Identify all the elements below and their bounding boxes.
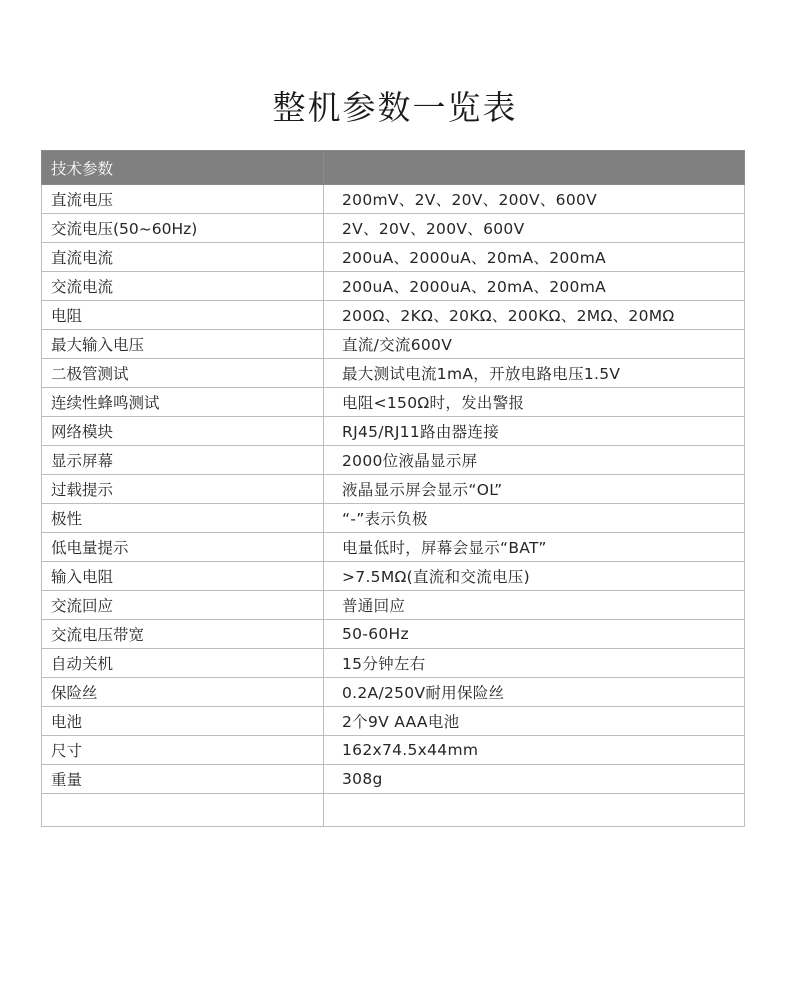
value-cell: 最大测试电流1mA，开放电路电压1.5V: [324, 359, 745, 388]
value-cell: 15分钟左右: [324, 649, 745, 678]
table-row: [42, 620, 745, 649]
param-cell: 连续性蜂鸣测试: [42, 388, 324, 417]
value-cell: [324, 794, 745, 827]
param-cell: 交流回应: [42, 591, 324, 620]
table-row: [42, 301, 745, 330]
value-cell: 200mV、2V、20V、200V、600V: [324, 185, 745, 214]
table-row: [42, 388, 745, 417]
param-cell: 自动关机: [42, 649, 324, 678]
param-cell: [42, 794, 324, 827]
table-row: [42, 272, 745, 301]
param-cell: 尺寸: [42, 736, 324, 765]
value-cell: >7.5MΩ(直流和交流电压): [324, 562, 745, 591]
table-row: [42, 707, 745, 736]
table-row: [42, 649, 745, 678]
param-cell: 保险丝: [42, 678, 324, 707]
table-row-empty: [42, 794, 745, 827]
table-row: [42, 736, 745, 765]
param-cell: 输入电阻: [42, 562, 324, 591]
value-cell: RJ45/RJ11路由器连接: [324, 417, 745, 446]
value-cell: 直流/交流600V: [324, 330, 745, 359]
param-cell: 交流电压(50~60Hz): [42, 214, 324, 243]
param-cell: 直流电流: [42, 243, 324, 272]
value-cell: 0.2A/250V耐用保险丝: [324, 678, 745, 707]
param-cell: 最大输入电压: [42, 330, 324, 359]
param-cell: 低电量提示: [42, 533, 324, 562]
table-row: [42, 214, 745, 243]
table-row: [42, 591, 745, 620]
value-cell: 2个9V AAA电池: [324, 707, 745, 736]
param-cell: 交流电流: [42, 272, 324, 301]
value-cell: 162x74.5x44mm: [324, 736, 745, 765]
table-row: [42, 475, 745, 504]
spec-table: [41, 150, 745, 827]
param-cell: 交流电压带宽: [42, 620, 324, 649]
value-cell: 电量低时，屏幕会显示“BAT”: [324, 533, 745, 562]
value-cell: 200Ω、2KΩ、20KΩ、200KΩ、2MΩ、20MΩ: [324, 301, 745, 330]
value-cell: 200uA、2000uA、20mA、200mA: [324, 272, 745, 301]
value-cell: 液晶显示屏会显示“OL”: [324, 475, 745, 504]
table-row: [42, 185, 745, 214]
table-row: [42, 417, 745, 446]
param-cell: 过载提示: [42, 475, 324, 504]
value-cell: 50-60Hz: [324, 620, 745, 649]
param-cell: 极性: [42, 504, 324, 533]
column-header-param: 技术参数: [42, 151, 324, 185]
table-row: [42, 678, 745, 707]
table-row: [42, 243, 745, 272]
table-row: [42, 446, 745, 475]
value-cell: 普通回应: [324, 591, 745, 620]
table-row: [42, 359, 745, 388]
value-cell: 2V、20V、200V、600V: [324, 214, 745, 243]
param-cell: 重量: [42, 765, 324, 794]
param-cell: 显示屏幕: [42, 446, 324, 475]
value-cell: 电阻<150Ω时，发出警报: [324, 388, 745, 417]
table-row: [42, 562, 745, 591]
param-cell: 直流电压: [42, 185, 324, 214]
value-cell: 2000位液晶显示屏: [324, 446, 745, 475]
page-title: 整机参数一览表: [272, 88, 518, 127]
table-row: [42, 330, 745, 359]
value-cell: 200uA、2000uA、20mA、200mA: [324, 243, 745, 272]
value-cell: “-”表示负极: [324, 504, 745, 533]
table-row: [42, 504, 745, 533]
column-header-value: [324, 151, 745, 185]
table-row: [42, 533, 745, 562]
param-cell: 电池: [42, 707, 324, 736]
table-header-row: [42, 151, 745, 185]
value-cell: 308g: [324, 765, 745, 794]
param-cell: 电阻: [42, 301, 324, 330]
param-cell: 二极管测试: [42, 359, 324, 388]
table-row: [42, 765, 745, 794]
param-cell: 网络模块: [42, 417, 324, 446]
